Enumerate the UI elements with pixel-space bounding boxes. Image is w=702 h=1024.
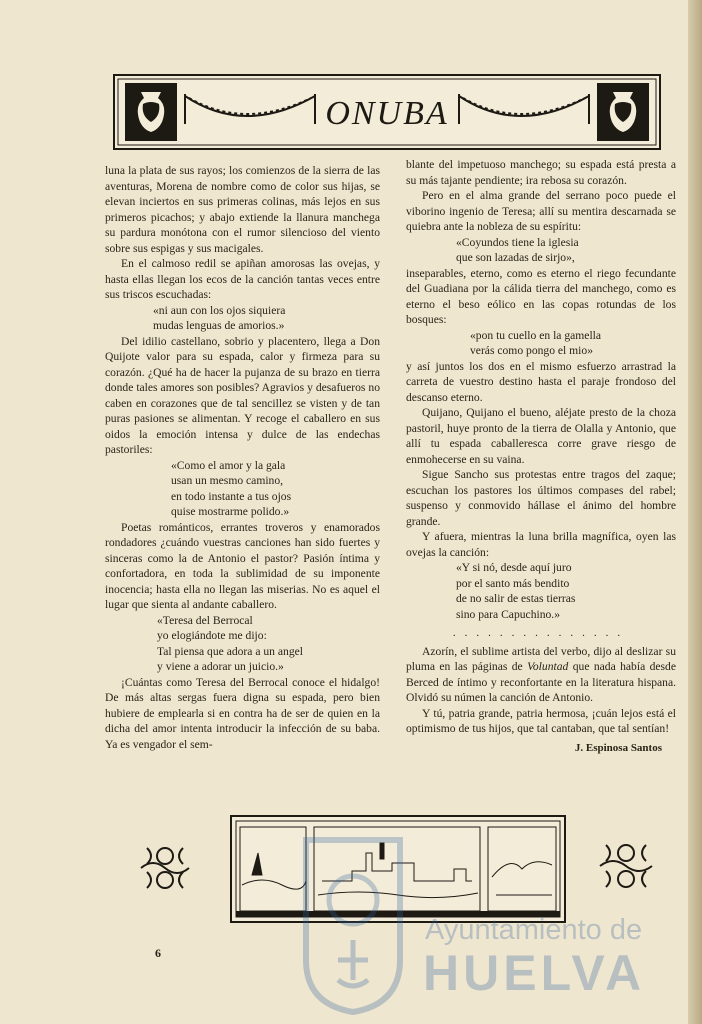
city-shield-icon bbox=[298, 830, 408, 1016]
right-paragraph-6: Sigue Sancho sus protestas entre tragos del zaque; escuchan los pastores los últimos compases del rabel; suspenso y conmovido hállase el ánimo del hombre grande. bbox=[406, 468, 676, 528]
verse-line: «Y si nó, desde aquí juro bbox=[456, 561, 572, 574]
right-paragraph-5: Quijano, Quijano el bueno, aléjate presto de la choza pastoril, huye pronto de la tierra de Olalla y Antonio, que allí tu espada caballeresca corre grave riesgo de enmohecerse en su vaina. bbox=[406, 406, 676, 466]
right-urn-icon bbox=[597, 83, 649, 141]
verse-line: mudas lenguas de amorios.» bbox=[153, 319, 285, 332]
verse-line: quise mostrarme polido.» bbox=[171, 505, 290, 518]
page-number: 6 bbox=[155, 946, 161, 960]
right-paragraph-4: y así juntos los dos en el mismo esfuerzo arrastrad la carreta de vuestro destino hasta el paraje frondoso del descanso eterno. bbox=[406, 359, 676, 404]
book-title: Voluntad bbox=[527, 660, 569, 673]
paragraph-text: Azorín, el sublime artista del verbo, dijo al deslizar su pluma en las páginas de bbox=[406, 644, 676, 673]
left-verse-2 bbox=[105, 458, 380, 520]
left-paragraph-4: Poetas románticos, errantes troveros y enamorados rondadores ¿cuándo vuestras canciones han sido fuertes y sinceras como la de Antonio el pastor? Pasión íntima y confortadora, en toda la sublimidad de su imponente inocencia; hasta ella no llegan las miserias. No es aquel el lugar que sienta al andante caballero. bbox=[105, 520, 380, 611]
verse-line: verás como pongo el mio» bbox=[470, 344, 593, 357]
left-urn-icon bbox=[125, 83, 177, 141]
verse-line: «Como el amor y la gala bbox=[171, 458, 286, 472]
right-paragraph-2: Pero en el alma grande del serrano poco puede el viborino ingenio de Teresa; allí su mentira descarnada se quiebra ante la nobleza de su espíritu: bbox=[406, 189, 676, 233]
left-paragraph-3: Del idilio castellano, sobrio y placentero, llega a Don Quijote valor para su espada, calor y firmeza para su corazón. ¿Qué ha de hacer la pujanza de su brazo en tierra donde tales amores son posibles? Agravios y desafueros no caben en corazones que de tal sencillez se visten y de tan puras pasiones se alimentan. Y recoge el caballero en sus oidos la emoción intensa y dulce de las endechas pastoriles: bbox=[105, 334, 380, 456]
verse-line: usan un mesmo camino, bbox=[171, 474, 284, 487]
verse-line: y viene a adorar un juicio.» bbox=[157, 660, 284, 673]
left-flourish-icon bbox=[137, 838, 193, 898]
verse-line: de no salir de estas tierras bbox=[456, 592, 576, 605]
left-column bbox=[105, 163, 380, 752]
left-paragraph-1: luna la plata de sus rayos; los comienzos de la sierra de las aventuras, Morena de nombre como de color sus hijas, se elevan inciertos en sus primeras colinas, más lejos en sus primeros picachos; y abajo extiende la llanura manchega su pardura monótona con el rumor silencioso del viento sobre sus espigas y sus macigales. bbox=[105, 164, 380, 255]
left-paragraph-2: En el calmoso redil se apiñan amorosas las ovejas, y hasta ellas llegan los ecos de la canción tantas veces entre sus triscos escuchadas: bbox=[105, 257, 380, 301]
verse-line: «Coyundos tiene la iglesia bbox=[456, 235, 579, 249]
watermark-line-2: HUELVA bbox=[423, 945, 646, 1001]
right-paragraph-9: Y tú, patria grande, patria hermosa, ¡cuán lejos está el optimismo de tus hijos, que tal cantaban, que tal sentían! bbox=[406, 706, 676, 735]
left-verse-1 bbox=[105, 303, 380, 334]
right-verse-1 bbox=[406, 235, 676, 266]
header-banner bbox=[113, 74, 661, 150]
watermark bbox=[290, 826, 702, 1022]
verse-line: «ni aun con los ojos siquiera bbox=[153, 303, 286, 317]
right-column bbox=[406, 157, 676, 756]
watermark-line-1: Ayuntamiento de bbox=[425, 914, 643, 946]
right-paragraph-1: blante del impetuoso manchego; su espada está presta a su más tajante pendiente; ira rebosa su corazón. bbox=[406, 158, 676, 187]
right-paragraph-3: inseparables, eterno, como es eterno el riego fecundante del Guadiana por la cálida tierra del manchego, como es eterno el beso eólico en las copas rotundas de los bosques: bbox=[406, 266, 676, 326]
verse-line: en todo instante a tus ojos bbox=[171, 489, 292, 503]
verse-line: Tal piensa que adora a un angel bbox=[157, 644, 303, 658]
header-title: ONUBA bbox=[325, 95, 449, 132]
right-paragraph-8 bbox=[406, 644, 676, 706]
verse-line: que son lazadas de sirjo», bbox=[456, 251, 575, 264]
right-paragraph-7: Y afuera, mientras la luna brilla magnífica, oyen las ovejas la canción: bbox=[406, 530, 676, 559]
verse-line: «pon tu cuello en la gamella bbox=[470, 328, 602, 342]
paragraph-text: que nada había desde Berced de íntimo y reconfortante en la literatura hispana. Olvidó su númen la canción de Antonio. bbox=[406, 660, 676, 704]
verse-line: por el santo más bendito bbox=[456, 576, 570, 590]
left-paragraph-5: ¡Cuántas como Teresa del Berrocal conoce el hidalgo! De más altas sergas fuera digna su espada, pero bien hubiere de emplearla si en contra ha de ser de quien en la dicha del amor intenta introducir la infección de su baba. Ya es vengador el sem- bbox=[105, 675, 380, 751]
verse-line: «Teresa del Berrocal bbox=[157, 613, 253, 627]
right-verse-2 bbox=[406, 328, 676, 359]
left-verse-3 bbox=[105, 613, 380, 675]
section-dots: ............... bbox=[452, 627, 630, 639]
right-verse-3 bbox=[406, 560, 676, 622]
author-signature: J. Espinosa Santos bbox=[574, 741, 662, 754]
verse-line: sino para Capuchino.» bbox=[456, 607, 560, 621]
verse-line: yo elogiándote me dijo: bbox=[157, 629, 267, 642]
